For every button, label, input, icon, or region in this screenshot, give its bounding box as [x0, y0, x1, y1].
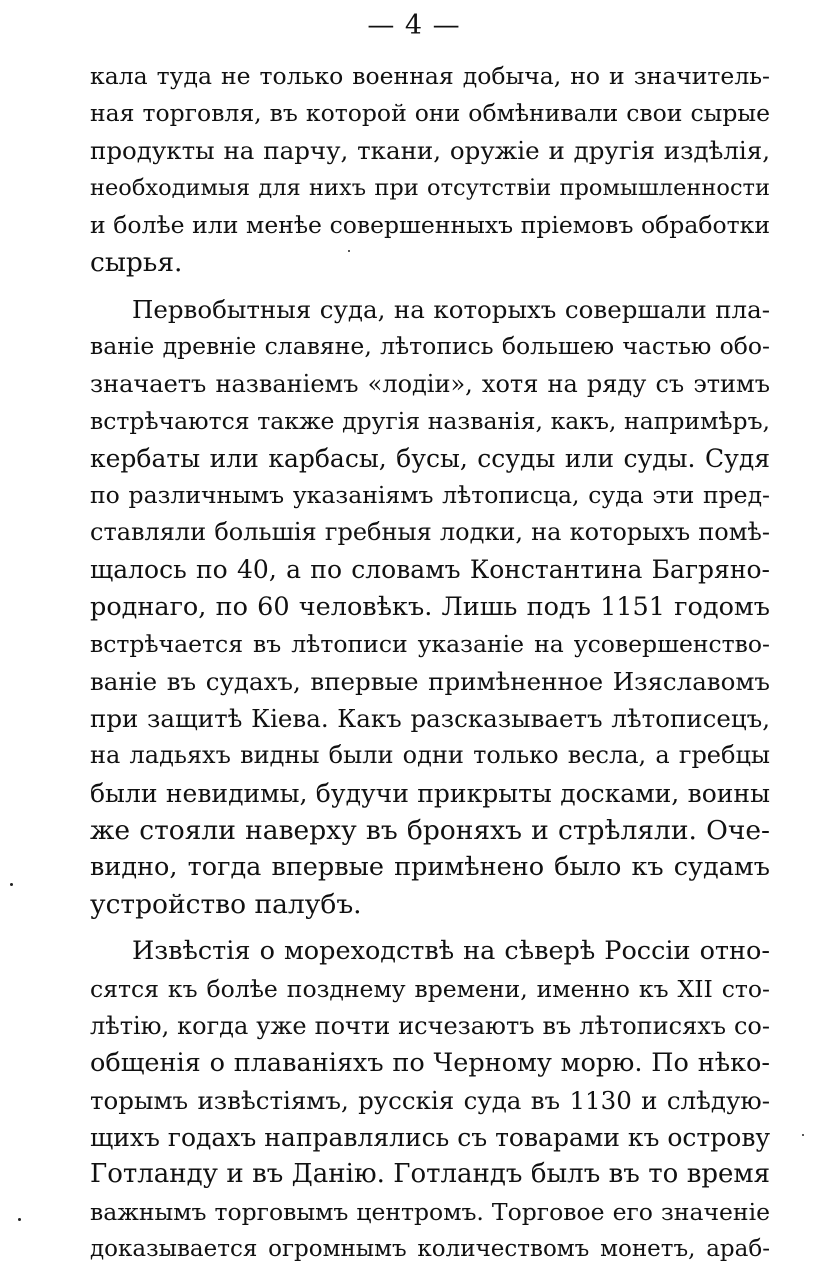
text-line: встрѣчаются также другія названія, какъ, напримѣръ, [90, 406, 770, 435]
text-line: значаетъ названіемъ «лодіи», хотя на ряду съ этимъ [90, 369, 770, 398]
text-line: торымъ извѣстіямъ, русскія суда въ 1130 и слѣдую- [90, 1086, 770, 1116]
text-line: Извѣстія о мореходствѣ на сѣверѣ Россіи отно- [132, 936, 770, 967]
text-line: видно, тогда впервые примѣнено было къ судамъ [90, 851, 770, 882]
scan-speck [18, 1218, 21, 1221]
text-line: Первобытныя суда, на которыхъ совершали пла- [132, 295, 770, 325]
text-line: роднаго, по 60 человѣкъ. Лишь подъ 1151 годомъ [90, 591, 770, 622]
text-line: необходимыя для нихъ при отсутствіи промышленности [90, 174, 770, 201]
text-line: доказывается огромнымъ количествомъ монетъ, араб- [90, 1235, 770, 1262]
text-line: кербаты или карбасы, бусы, ссуды или суды. Судя [90, 443, 770, 473]
body-text [90, 58, 770, 1268]
text-line: кала туда не только военная добыча, но и значитель- [90, 62, 770, 90]
text-line: ваніе въ судахъ, впервые примѣненное Изяславомъ [90, 667, 770, 696]
scan-speck [802, 1134, 804, 1136]
text-line: лѣтію, когда уже почти исчезаютъ въ лѣтописяхъ со- [90, 1011, 770, 1040]
text-line: были невидимы, будучи прикрыты досками, воины [90, 778, 770, 808]
page-number: — 4 — [367, 10, 461, 41]
text-line: щихъ годахъ направлялись съ товарами къ острову [90, 1123, 770, 1153]
text-line: встрѣчается въ лѣтописи указаніе на усовершенство- [90, 629, 770, 658]
text-line: же стояли наверху въ броняхъ и стрѣляли. Оче- [90, 814, 770, 846]
text-line: продукты на парчу, ткани, оружіе и другія издѣлія, [90, 136, 770, 166]
scan-speck [348, 250, 350, 252]
text-line: щалось по 40, а по словамъ Константина Багряно- [90, 555, 770, 585]
text-line: устройство палубъ. [90, 889, 362, 921]
text-line: на ладьяхъ видны были одни только весла, а гребцы [90, 741, 770, 770]
text-line: ставляли большія гребныя лодки, на которыхъ помѣ- [90, 518, 770, 547]
text-line: сятся къ болѣе позднему времени, именно къ XII сто- [90, 974, 770, 1003]
scan-speck [10, 883, 13, 886]
text-line: при защитѣ Кіева. Какъ разсказываетъ лѣтописецъ, [90, 704, 770, 734]
text-line: важнымъ торговымъ центромъ. Торговое его значеніе [90, 1197, 770, 1226]
text-line: и болѣе или менѣе совершенныхъ пріемовъ обработки [90, 210, 770, 239]
text-line: сырья. [90, 246, 183, 278]
text-line: Готланду и въ Данію. Готландъ былъ въ то время [90, 1159, 770, 1190]
text-line: по различнымъ указаніямъ лѣтописца, суда эти пред- [90, 481, 770, 510]
text-line: ваніе древніе славяне, лѣтопись большею частью обо- [90, 332, 770, 361]
text-line: общенія о плаваніяхъ по Черному морю. По нѣко- [90, 1047, 770, 1078]
text-line: ная торговля, въ которой они обмѣнивали свои сырые [90, 99, 770, 128]
